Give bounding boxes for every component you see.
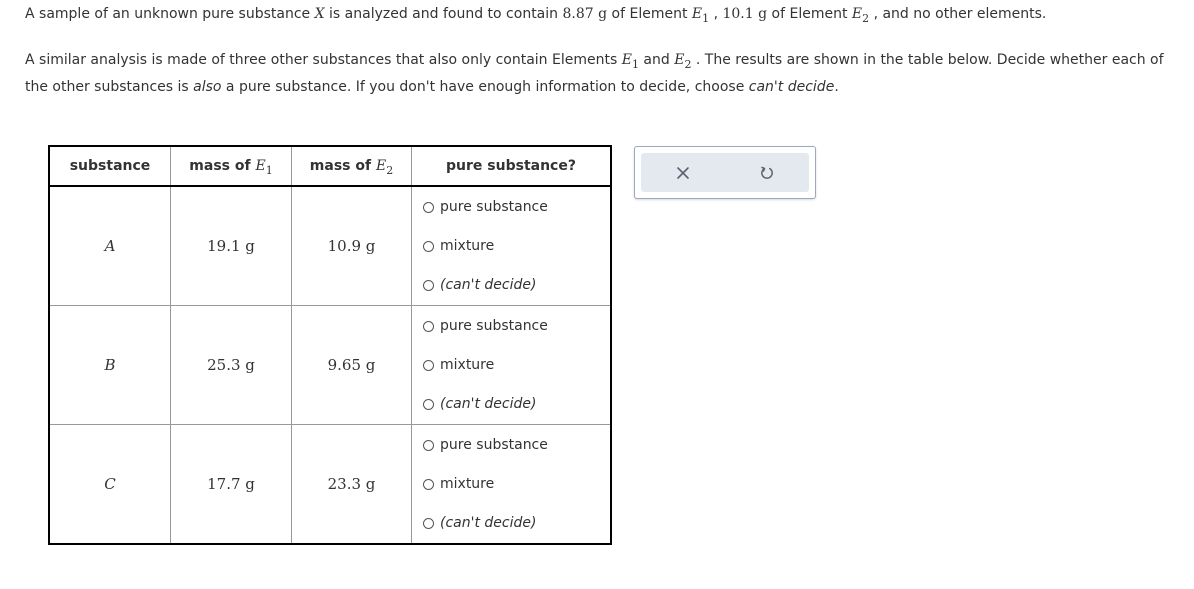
undo-button[interactable] xyxy=(725,153,809,192)
mass-e1-value: 19.1 g xyxy=(171,186,292,306)
var-x: X xyxy=(314,6,325,22)
radio-cant-decide[interactable] xyxy=(423,504,610,543)
answer-options xyxy=(412,306,612,425)
mass-value: 8.87 g xyxy=(562,6,608,22)
header-label: mass of xyxy=(309,158,376,174)
instr-part: A similar analysis is made of three other substances that also only contain Elements xyxy=(25,52,622,68)
radio-circle-icon[interactable] xyxy=(423,360,434,371)
intro-text-part: , and no other elements. xyxy=(869,6,1047,22)
mass-e2-value: 23.3 g xyxy=(292,425,412,545)
subscript: 2 xyxy=(386,164,394,177)
option-label: mixture xyxy=(440,476,495,492)
instructions-text xyxy=(25,47,1175,100)
close-icon xyxy=(676,166,690,180)
instr-part: . xyxy=(834,79,839,95)
intro-text-part: , xyxy=(709,6,723,22)
radio-circle-icon[interactable] xyxy=(423,202,434,213)
radio-mixture[interactable] xyxy=(423,465,610,504)
answer-options xyxy=(412,186,612,306)
radio-circle-icon[interactable] xyxy=(423,440,434,451)
intro-text-part: is analyzed and found to contain xyxy=(324,6,563,22)
radio-circle-icon[interactable] xyxy=(423,321,434,332)
subscript: 2 xyxy=(862,12,870,25)
element-e2: E xyxy=(674,52,685,68)
clear-button[interactable] xyxy=(641,153,725,192)
intro-text-part: A sample of an unknown pure substance xyxy=(25,6,315,22)
header-pure-substance: pure substance? xyxy=(412,146,612,186)
answer-toolbox xyxy=(634,146,816,199)
option-label: (can't decide) xyxy=(440,277,537,293)
radio-circle-icon[interactable] xyxy=(423,399,434,410)
option-label: (can't decide) xyxy=(440,396,537,412)
instr-part: . The results are shown in the table below. Decide whether each of the other substances is xyxy=(25,52,1164,95)
header-substance: substance xyxy=(49,146,171,186)
header-label: mass of xyxy=(189,158,256,174)
subscript: 2 xyxy=(684,58,692,71)
radio-cant-decide[interactable] xyxy=(423,266,610,305)
instr-emphasis: also xyxy=(193,79,222,95)
instr-part: and xyxy=(638,52,675,68)
option-label: mixture xyxy=(440,238,495,254)
element-e2: E xyxy=(851,6,863,22)
radio-circle-icon[interactable] xyxy=(423,518,434,529)
option-label: pure substance xyxy=(440,199,548,215)
mass-value: 10.1 g xyxy=(722,6,768,22)
subscript: 1 xyxy=(631,58,639,71)
option-label: (can't decide) xyxy=(440,515,537,531)
element-e1: E xyxy=(621,52,632,68)
instr-emphasis: can't decide xyxy=(748,79,835,95)
subscript: 1 xyxy=(265,164,273,177)
substance-name: C xyxy=(49,425,171,545)
option-label: pure substance xyxy=(440,437,548,453)
option-label: pure substance xyxy=(440,318,548,334)
radio-mixture[interactable] xyxy=(423,227,610,266)
mass-e1-value: 25.3 g xyxy=(171,306,292,425)
radio-circle-icon[interactable] xyxy=(423,479,434,490)
mass-e2-value: 10.9 g xyxy=(292,186,412,306)
substance-name: A xyxy=(49,186,171,306)
radio-circle-icon[interactable] xyxy=(423,241,434,252)
element-e1: E xyxy=(691,6,703,22)
intro-text xyxy=(25,4,1046,25)
table-row xyxy=(49,425,611,545)
table-header-row xyxy=(49,146,611,186)
undo-icon xyxy=(759,165,775,181)
header-mass-e1 xyxy=(171,146,292,186)
subscript: 1 xyxy=(702,12,710,25)
radio-cant-decide[interactable] xyxy=(423,385,610,424)
radio-circle-icon[interactable] xyxy=(423,280,434,291)
mass-e1-value: 17.7 g xyxy=(171,425,292,545)
toolbox-panel xyxy=(641,153,809,192)
radio-pure-substance[interactable] xyxy=(423,188,610,227)
substance-name: B xyxy=(49,306,171,425)
element-e2: E xyxy=(375,158,387,174)
element-e1: E xyxy=(255,158,266,174)
option-label: mixture xyxy=(440,357,495,373)
instr-part: a pure substance. If you don't have enough information to decide, choose xyxy=(221,79,749,95)
intro-text-part: of Element xyxy=(607,6,692,22)
table-row xyxy=(49,306,611,425)
substance-table xyxy=(48,145,612,545)
radio-mixture[interactable] xyxy=(423,346,610,385)
radio-pure-substance[interactable] xyxy=(423,307,610,346)
mass-e2-value: 9.65 g xyxy=(292,306,412,425)
radio-pure-substance[interactable] xyxy=(423,426,610,465)
table-row xyxy=(49,186,611,306)
answer-options xyxy=(412,425,612,545)
intro-text-part: of Element xyxy=(767,6,852,22)
header-mass-e2 xyxy=(292,146,412,186)
